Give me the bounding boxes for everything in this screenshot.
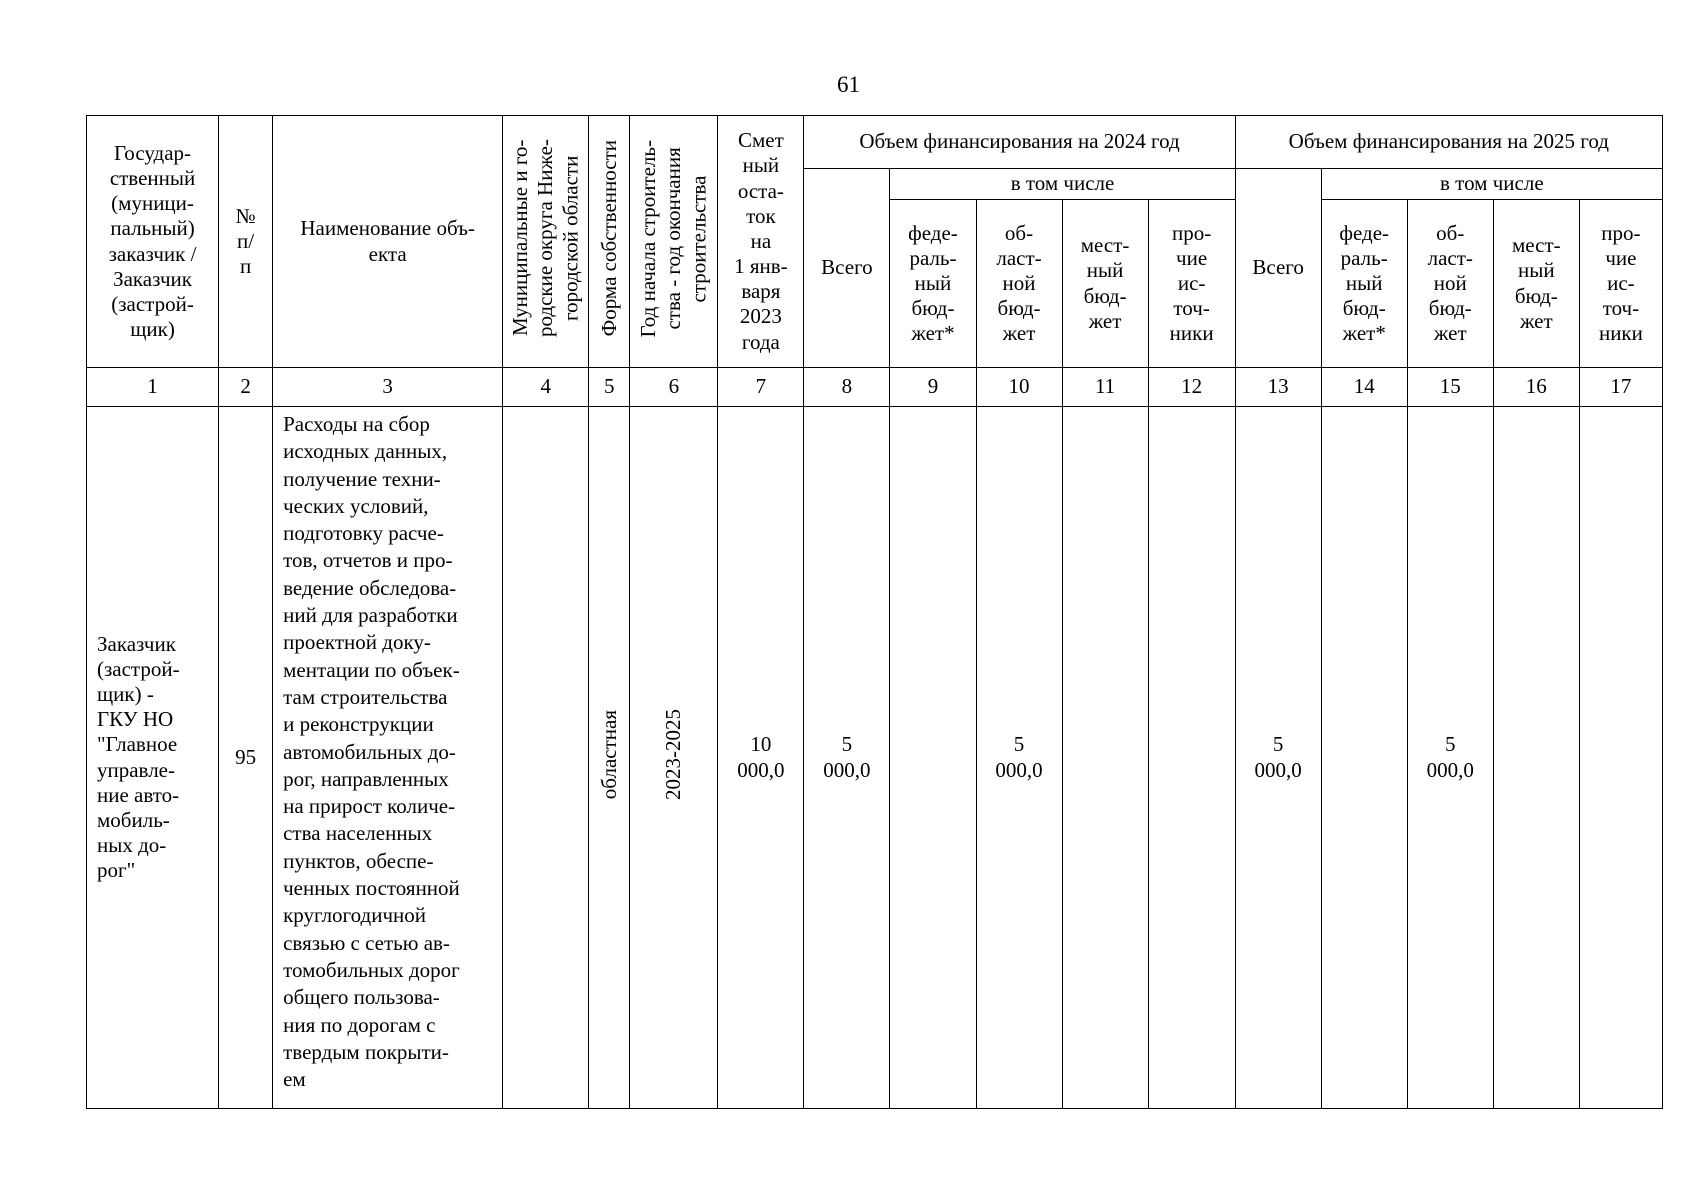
- header-2025-other: про- чие ис- точ- ники: [1579, 200, 1662, 368]
- header-customer: Государ- ственный (муници- пальный) заказчик / Заказчик (застрой- щик): [87, 116, 219, 368]
- header-municipality-text: Муниципальные и го- родские округа Ниже- городской области: [507, 139, 583, 338]
- header-years-text: Год начала строитель- ства - год окончания строительства: [636, 139, 711, 338]
- column-number: 13: [1235, 368, 1321, 407]
- row-number-cell: 95: [219, 407, 273, 1109]
- column-number: 17: [1579, 368, 1662, 407]
- column-number: 16: [1493, 368, 1579, 407]
- local-2024-cell: [1062, 407, 1148, 1109]
- column-number: 8: [804, 368, 890, 407]
- header-2025-local: мест- ный бюд- жет: [1493, 200, 1579, 368]
- header-2025-including: в том числе: [1321, 169, 1662, 200]
- regional-2024-cell: 5 000,0: [976, 407, 1062, 1109]
- object-name-cell: Расходы на сбор исходных данных, получение техни- ческих условий, подготовку расче- тов, отчетов и про- ведение обследова- ний для разработки проектной доку- ментации по объек- там строительства и реконструкции автомобильных до- рог, направленных на прирост количе- ства населенных пунктов, обеспе- ченных постоянной круглогодичной связью с сетью ав- томобильных дорог общего пользова- ния по дорогам с твердым покрыти- ем: [273, 407, 503, 1109]
- column-number: 6: [630, 368, 718, 407]
- other-2024-cell: [1148, 407, 1235, 1109]
- column-number: 7: [718, 368, 804, 407]
- header-row-1: [87, 116, 1663, 169]
- header-2025-regional: об- ласт- ной бюд- жет: [1407, 200, 1493, 368]
- customer-cell: Заказчик (застрой- щик) - ГКУ НО "Главное управле- ние авто- мобиль- ных до- рог": [87, 407, 219, 1109]
- header-2025-total: Всего: [1235, 169, 1321, 368]
- table-row: [87, 407, 1663, 1109]
- header-ownership-text: Форма собственности: [596, 140, 621, 337]
- column-number: 3: [273, 368, 503, 407]
- header-2024-including: в том числе: [890, 169, 1235, 200]
- ownership-value: областная: [596, 709, 621, 799]
- years-cell: [630, 407, 718, 1109]
- page-number: 61: [837, 72, 860, 97]
- header-financing-2024: Объем финансирования на 2024 год: [804, 116, 1235, 169]
- local-2025-cell: [1493, 407, 1579, 1109]
- header-years: [630, 116, 718, 368]
- column-number: 5: [589, 368, 630, 407]
- header-financing-2025: Объем финансирования на 2025 год: [1235, 116, 1662, 169]
- column-number: 10: [976, 368, 1062, 407]
- other-2025-cell: [1579, 407, 1662, 1109]
- column-number: 1: [87, 368, 219, 407]
- header-2024-local: мест- ный бюд- жет: [1062, 200, 1148, 368]
- header-object-name: Наименование объ- екта: [273, 116, 503, 368]
- header-2025-federal: феде- раль- ный бюд- жет*: [1321, 200, 1407, 368]
- header-number: № п/ п: [219, 116, 273, 368]
- column-number: 2: [219, 368, 273, 407]
- ownership-cell: [589, 407, 630, 1109]
- header-2024-other: про- чие ис- точ- ники: [1148, 200, 1235, 368]
- municipality-cell: [503, 407, 589, 1109]
- financing-table: [86, 115, 1663, 1109]
- column-number-row: [87, 368, 1663, 407]
- total-2025-cell: 5 000,0: [1235, 407, 1321, 1109]
- estimate-cell: 10 000,0: [718, 407, 804, 1109]
- column-number: 9: [890, 368, 976, 407]
- header-2024-regional: об- ласт- ной бюд- жет: [976, 200, 1062, 368]
- total-2024-cell: 5 000,0: [804, 407, 890, 1109]
- column-number: 14: [1321, 368, 1407, 407]
- regional-2025-cell: 5 000,0: [1407, 407, 1493, 1109]
- years-value: 2023-2025: [661, 708, 686, 800]
- column-number: 12: [1148, 368, 1235, 407]
- federal-2024-cell: [890, 407, 976, 1109]
- header-ownership: [589, 116, 630, 368]
- column-number: 15: [1407, 368, 1493, 407]
- federal-2025-cell: [1321, 407, 1407, 1109]
- column-number: 4: [503, 368, 589, 407]
- column-number: 11: [1062, 368, 1148, 407]
- header-2024-federal: феде- раль- ный бюд- жет*: [890, 200, 976, 368]
- header-municipality: [503, 116, 589, 368]
- header-estimate: Смет ный оста- ток на 1 янв- варя 2023 года: [718, 116, 804, 368]
- header-2024-total: Всего: [804, 169, 890, 368]
